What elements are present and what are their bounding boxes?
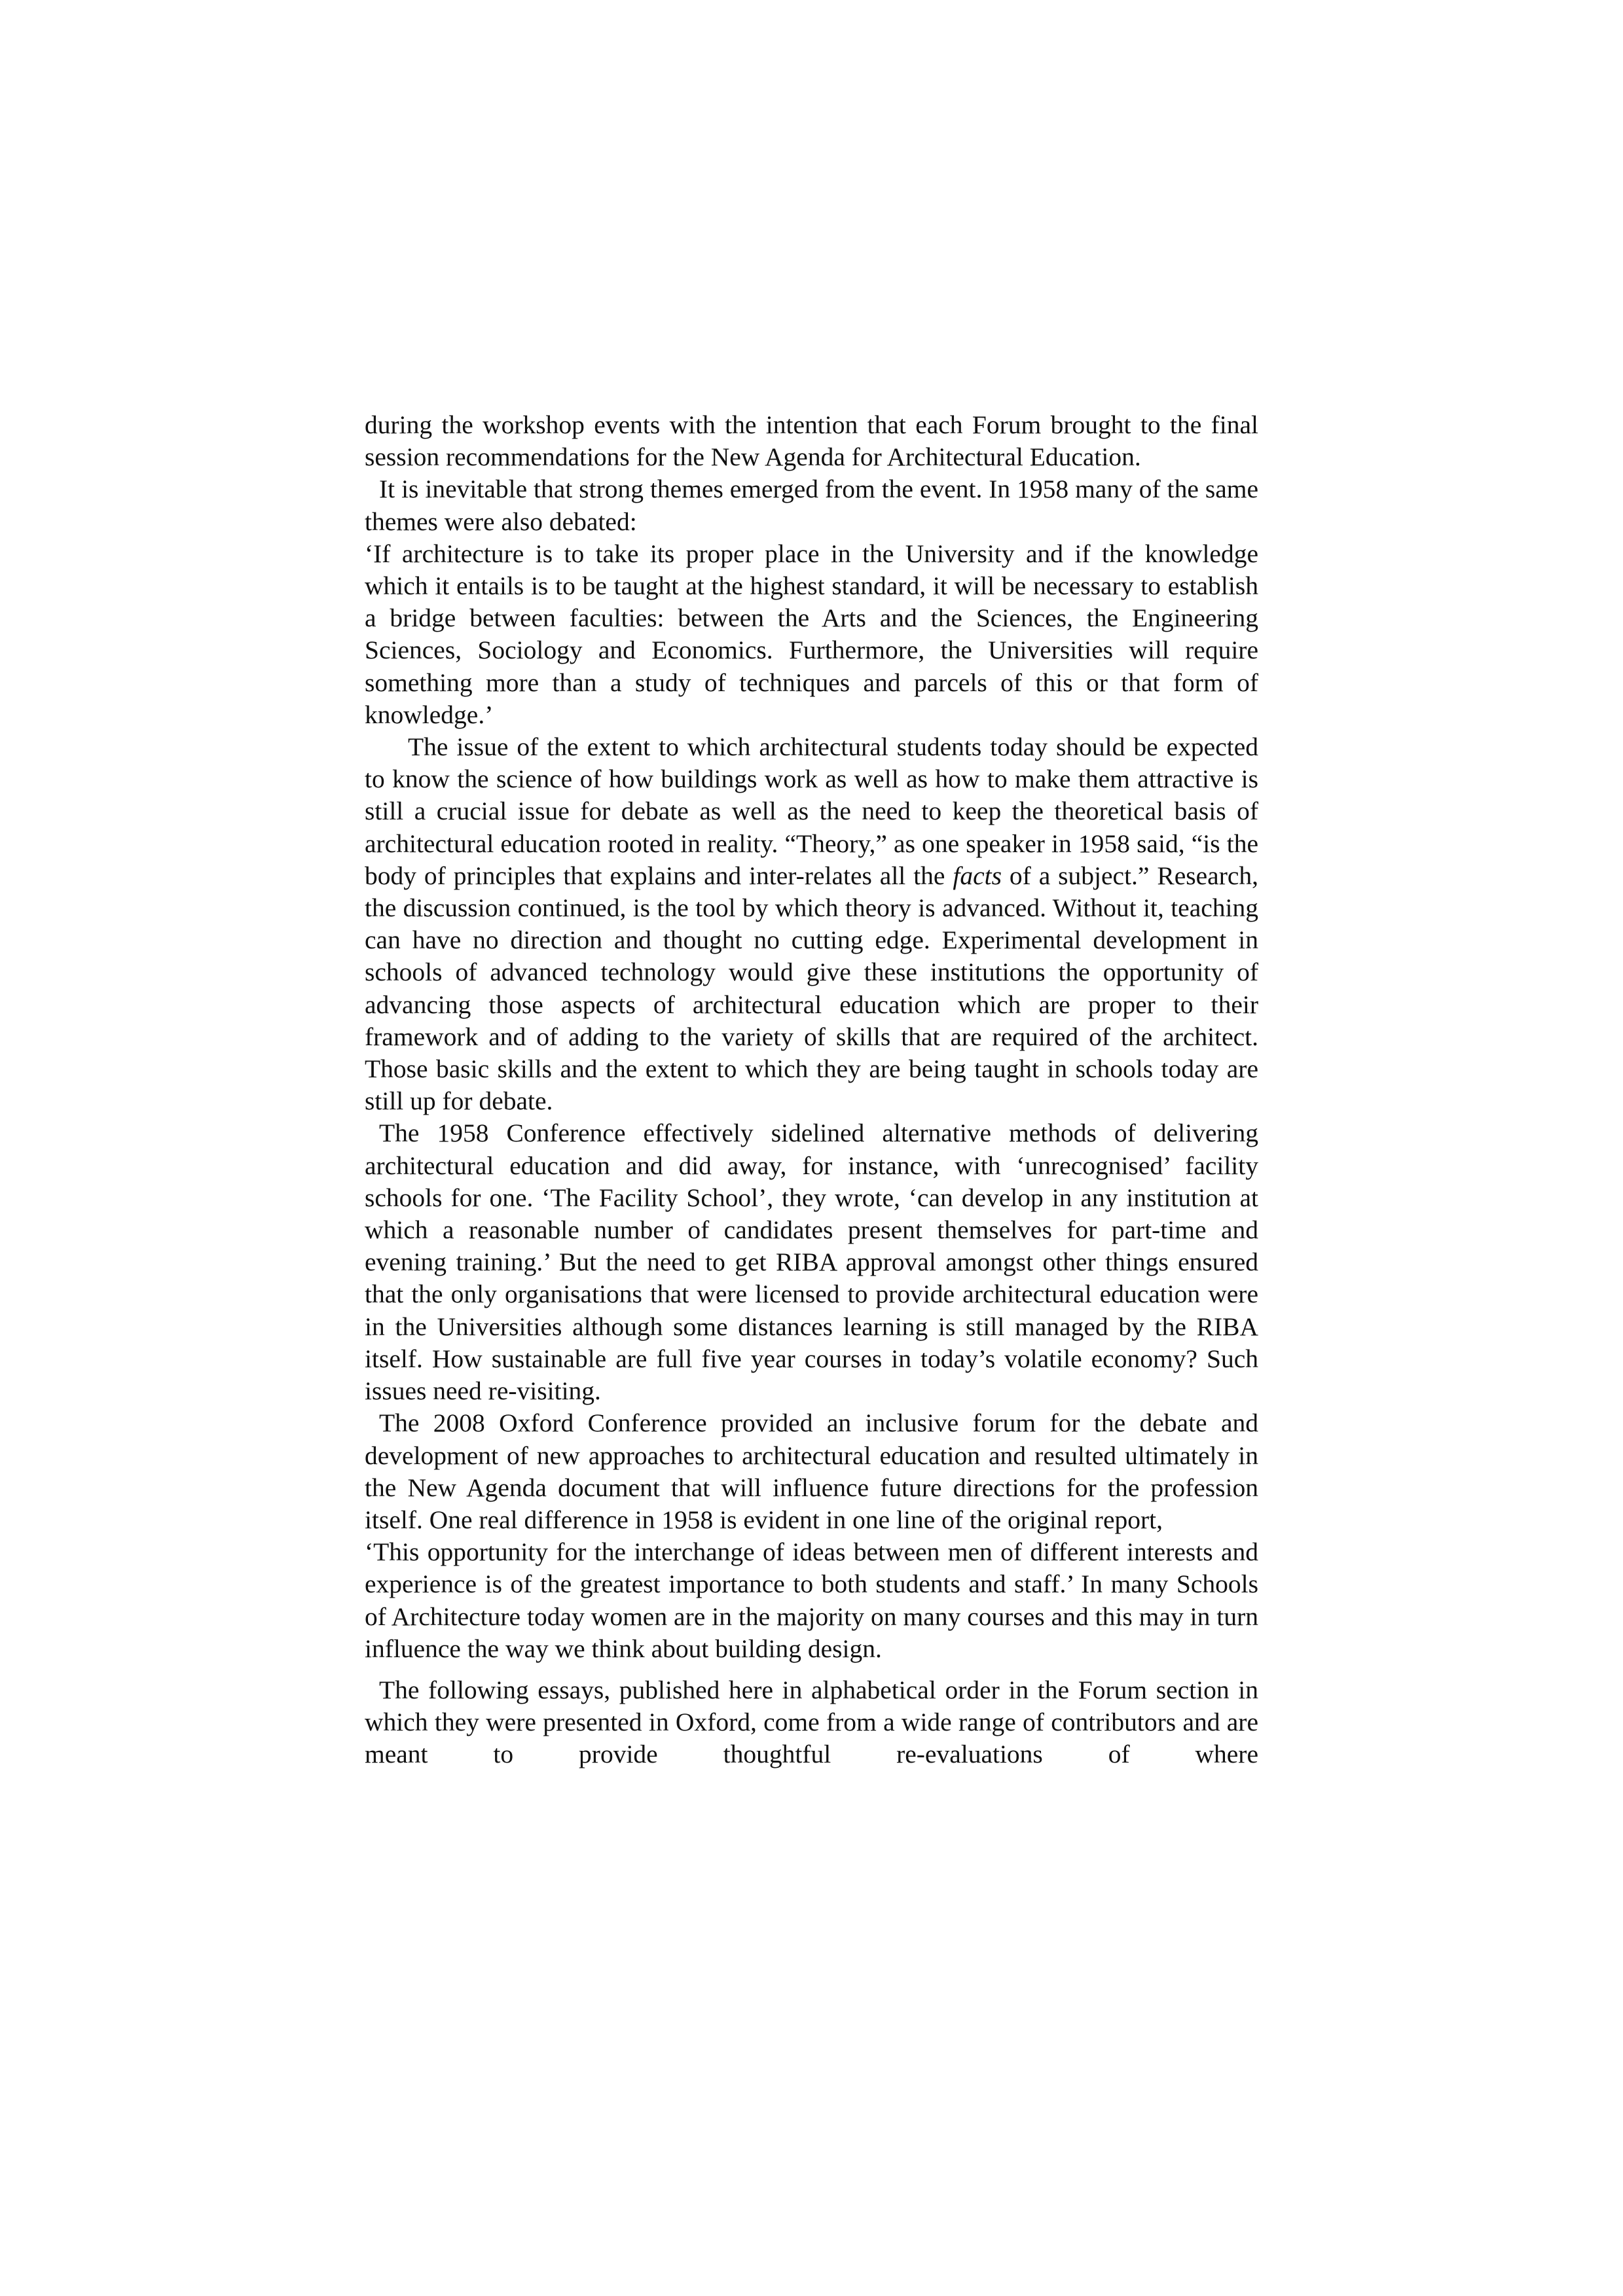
paragraph-theory [365, 731, 1258, 1117]
quote-1958-university: ‘If architecture is to take its proper place in the University and if the knowledge which it entails is to be taught at the highest standard, it will be necessary to establish a bridge between faculties: between the Arts and the Sciences, the Engineering Sciences, Sociology and Economics. Furthermore, the Universities will require something more than a study of techniques and parcels of this or that form of knowledge.’ [365, 539, 1258, 729]
body-text [365, 409, 1258, 1771]
paragraph-themes-intro: It is inevitable that strong themes emerged from the event. In 1958 many of the same themes were also debated: [365, 475, 1258, 536]
theory-text-before: The issue of the extent to which architectural students today should be expected to know the science of how buildings work as well as how to make them attractive is still a crucial issue for debate as well as the need to keep the theoretical basis of architectural education rooted in reality. “Theory,” as one speaker in 1958 said, “is the body of principles that explains and inter-relates all the [365, 732, 1258, 890]
quote-interchange-of-ideas: ‘This opportunity for the interchange of ideas between men of different interests and experience is of the greatest importance to both students and staff.’ In many Schools of Architecture today women are in the majority on many courses and this may in turn influence the way we think about building design. [365, 1537, 1258, 1663]
theory-text-after: of a subject.” Research, the discussion continued, is the tool by which theory is advanced. Without it, teaching can have no direction and thought no cutting edge. Experimental development in schools of advanced technology would give these institutions the opportunity of advancing those aspects of architectural education which are proper to their framework and of adding to the variety of skills that are required of the architect. Those basic skills and the extent to which they are being taught in schools today are still up for debate. [365, 861, 1258, 1116]
theory-italic-facts: facts [953, 861, 1002, 890]
paragraph-following-essays: The following essays, published here in alphabetical order in the Forum section in which they were presented in Oxford, come from a wide range of contributors and are meant to provide thoughtful re-evaluations of where [365, 1675, 1258, 1769]
paragraph-continuation: during the workshop events with the intention that each Forum brought to the final session recommendations for the New Agenda for Architectural Education. [365, 410, 1258, 472]
paragraph-2008-conference: The 2008 Oxford Conference provided an inclusive forum for the debate and development of new approaches to architectural education and resulted ultimately in the New Agenda document that will influence future directions for the profession itself. One real difference in 1958 is evident in one line of the original report, [365, 1408, 1258, 1534]
paragraph-1958-conference: The 1958 Conference effectively sidelined alternative methods of delivering architectural education and did away, for instance, with ‘unrecognised’ facility schools for one. ‘The Facility School’, they wrote, ‘can develop in any institution at which a reasonable number of candidates present themselves for part-time and evening training.’ But the need to get RIBA approval amongst other things ensured that the only organisations that were licensed to provide architectural education were in the Universities although some distances learning is still managed by the RIBA itself. How sustainable are full five year courses in today’s volatile economy? Such issues need re-visiting. [365, 1119, 1258, 1406]
